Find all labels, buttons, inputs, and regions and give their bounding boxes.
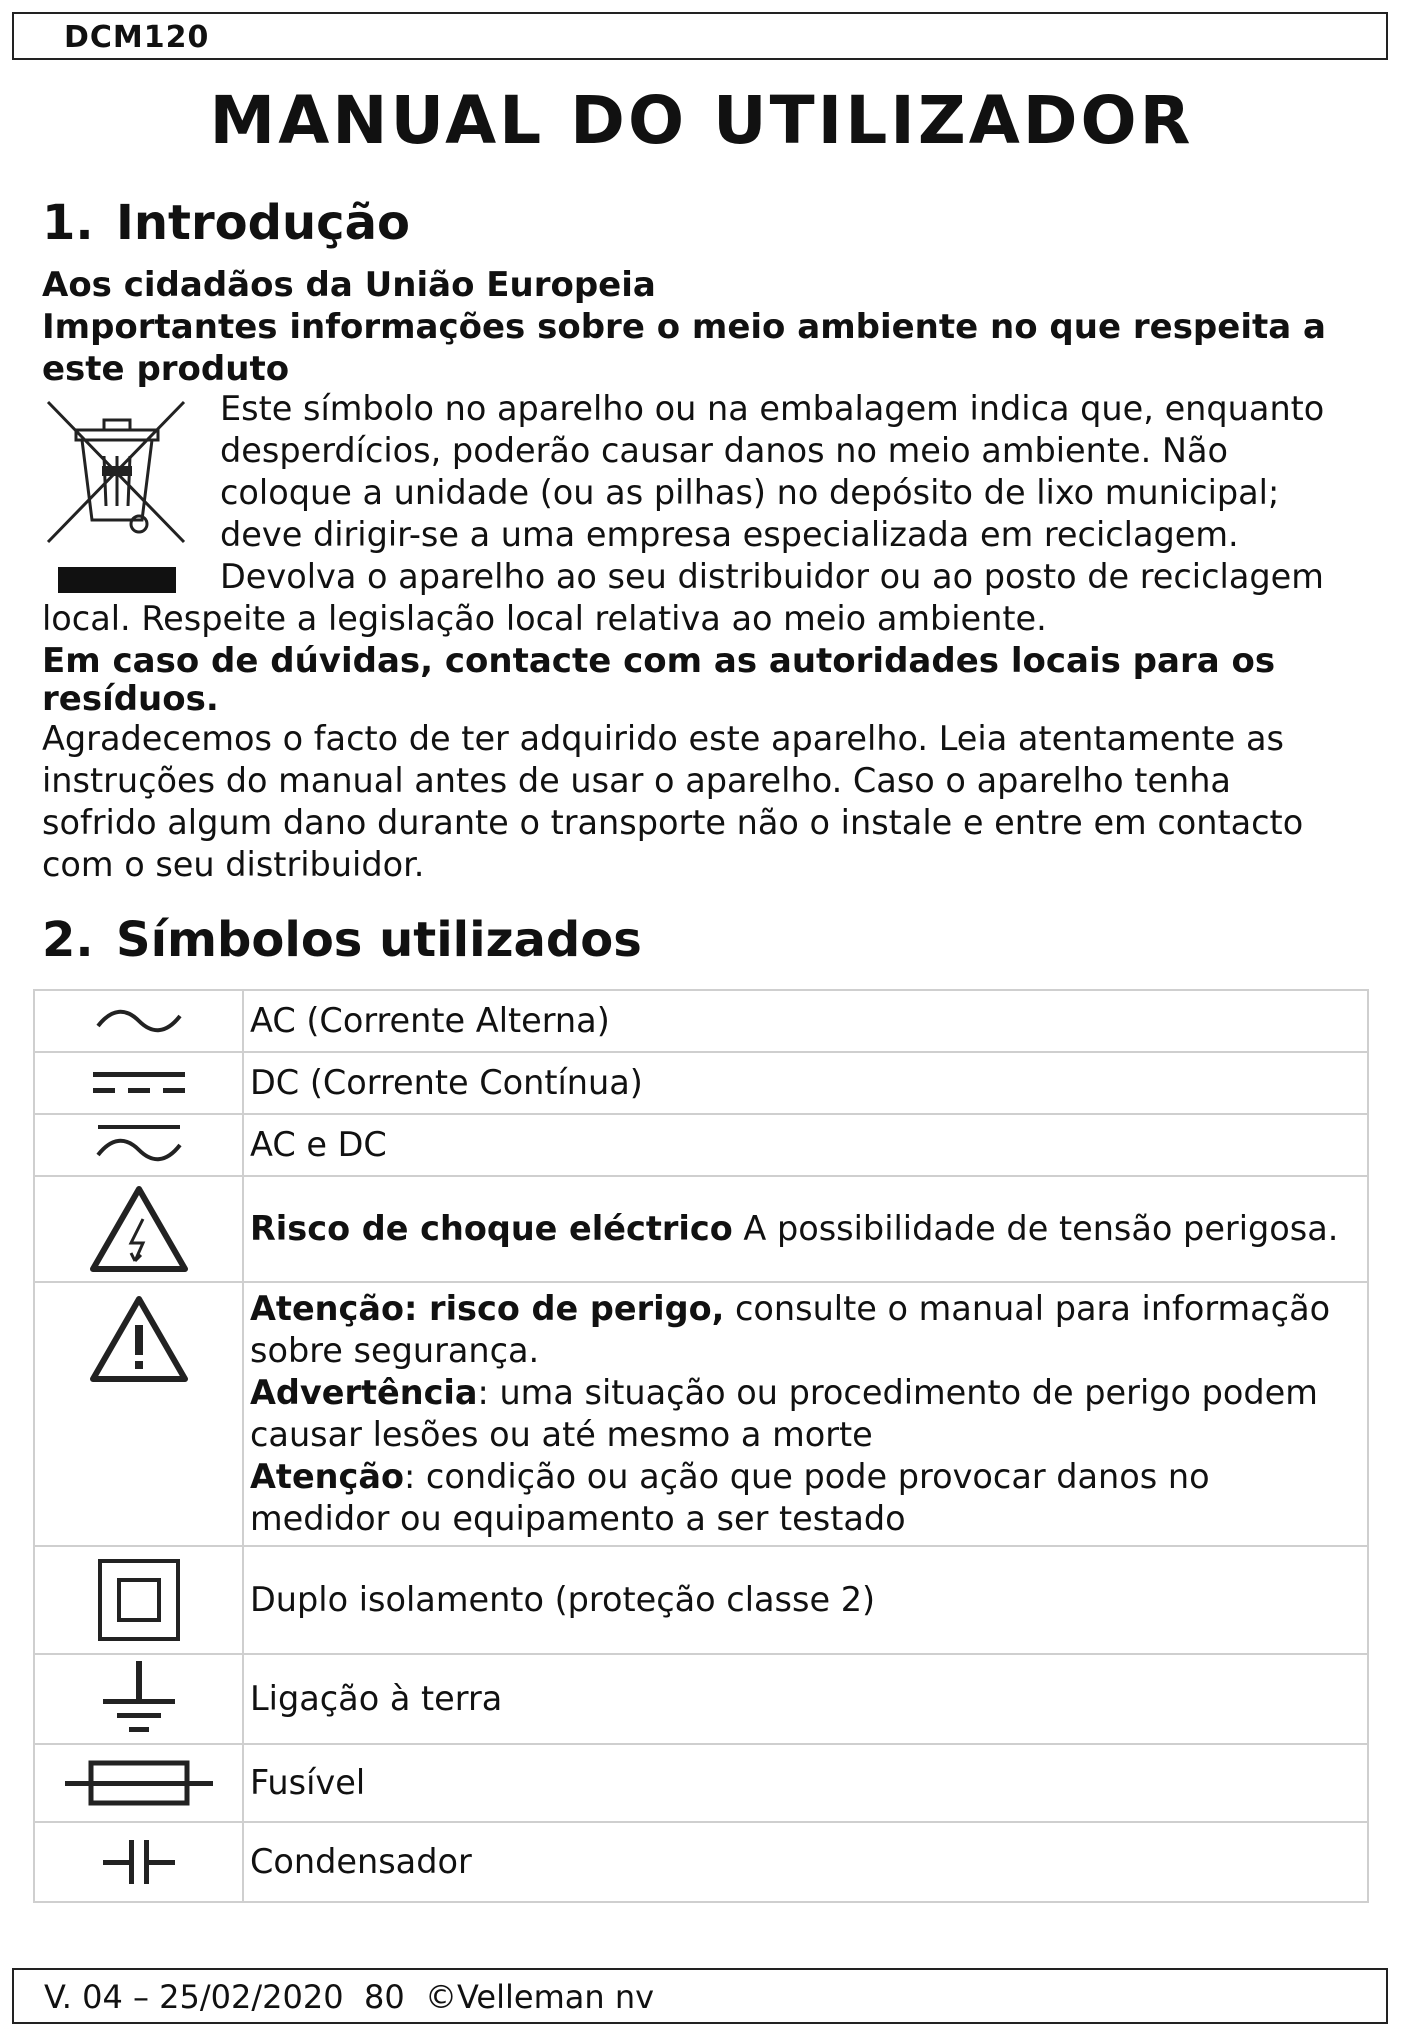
section-2-number: 2. <box>42 912 94 968</box>
shock-bold: Risco de choque eléctrico <box>250 1209 733 1248</box>
dc-text: DC (Corrente Contínua) <box>243 1052 1368 1114</box>
section-1-number: 1. <box>42 195 94 251</box>
weee-line: Este símbolo no aparelho ou na embalagem indica que, enquanto <box>220 389 1325 428</box>
symbols-table <box>33 989 1369 1903</box>
weee-last-line: local. Respeite a legislação local relativa ao meio ambiente. <box>42 599 1047 638</box>
ground-icon <box>99 1659 179 1739</box>
danger-bold-3: Atenção <box>250 1457 404 1496</box>
eu-citizens-heading: Aos cidadãos da União Europeia <box>42 265 656 305</box>
icon-cell <box>34 1114 243 1176</box>
weee-line: coloque a unidade (ou as pilhas) no depósito de lixo municipal; <box>220 473 1280 512</box>
double-insulation-icon <box>97 1558 181 1642</box>
ac-sine-icon <box>94 1006 184 1036</box>
ac-text: AC (Corrente Alterna) <box>243 990 1368 1052</box>
table-row <box>34 1282 1368 1546</box>
capacitor-icon <box>101 1836 177 1888</box>
weee-line: desperdícios, poderão causar danos no meio ambiente. Não <box>220 431 1228 470</box>
weee-paragraph <box>220 388 1324 598</box>
danger-bold-2: Advertência <box>250 1373 478 1412</box>
icon-cell <box>34 1744 243 1822</box>
icon-cell <box>34 1282 243 1546</box>
danger-bold-1: Atenção: risco de perigo, <box>250 1289 725 1328</box>
danger-cell <box>243 1282 1368 1546</box>
weee-black-bar <box>58 567 176 593</box>
danger-text-2: : uma situação ou procedimento de perigo podem causar lesões ou até mesmo a morte <box>250 1373 1318 1454</box>
ground-text: Ligação à terra <box>243 1654 1368 1744</box>
section-2-title: Símbolos utilizados <box>116 912 642 968</box>
section-2-heading <box>42 912 642 968</box>
table-row <box>34 1654 1368 1744</box>
thanks-paragraph: Agradecemos o facto de ter adquirido este aparelho. Leia atentamente as instruções do manual antes de usar o aparelho. Caso o aparelho tenha sofrido algum dano durante o transporte não o instale e entre em contacto com o seu distribuidor. <box>42 719 1304 884</box>
doubt-line2: resíduos. <box>42 679 219 719</box>
double-insulation-text: Duplo isolamento (proteção classe 2) <box>243 1546 1368 1654</box>
weee-line: Devolva o aparelho ao seu distribuidor ou ao posto de reciclagem <box>220 557 1324 596</box>
manual-title: MANUAL DO UTILIZADOR <box>209 82 1194 159</box>
icon-cell <box>34 1176 243 1282</box>
icon-cell <box>34 1654 243 1744</box>
fuse-text: Fusível <box>243 1744 1368 1822</box>
model-label: DCM120 <box>64 20 210 55</box>
weee-bin-icon <box>44 398 190 550</box>
environment-heading-line2: este produto <box>42 349 290 389</box>
table-row <box>34 1546 1368 1654</box>
table-row <box>34 1114 1368 1176</box>
dc-lines-icon <box>91 1068 187 1098</box>
ac-dc-icon <box>94 1123 184 1167</box>
shock-cell <box>243 1176 1368 1282</box>
icon-cell <box>34 990 243 1052</box>
header-box <box>12 12 1388 60</box>
table-row <box>34 1176 1368 1282</box>
electric-shock-warning-icon <box>87 1183 191 1275</box>
danger-text-3: : condição ou ação que pode provocar danos no medidor ou equipamento a ser testado <box>250 1457 1210 1538</box>
environment-heading-line1: Importantes informações sobre o meio ambiente no que respeita a <box>42 307 1326 347</box>
table-row <box>34 990 1368 1052</box>
weee-line: deve dirigir-se a uma empresa especializada em reciclagem. <box>220 515 1239 554</box>
icon-cell <box>34 1546 243 1654</box>
shock-text: A possibilidade de tensão perigosa. <box>732 1209 1339 1248</box>
icon-cell <box>34 1822 243 1902</box>
ac-dc-text: AC e DC <box>243 1114 1368 1176</box>
table-row <box>34 1822 1368 1902</box>
fuse-icon <box>63 1757 215 1809</box>
icon-cell <box>34 1052 243 1114</box>
section-1-title: Introdução <box>116 195 410 251</box>
footer-text: V. 04 – 25/02/2020 80 ©Velleman nv <box>44 1978 655 2016</box>
danger-text-1: consulte o manual para informação sobre segurança. <box>250 1289 1331 1370</box>
section-1-heading <box>42 195 410 251</box>
capacitor-text: Condensador <box>243 1822 1368 1902</box>
table-row <box>34 1744 1368 1822</box>
footer-box <box>12 1968 1388 2024</box>
table-row <box>34 1052 1368 1114</box>
doubt-line1: Em caso de dúvidas, contacte com as autoridades locais para os <box>42 641 1276 681</box>
exclamation-warning-icon <box>87 1293 191 1385</box>
